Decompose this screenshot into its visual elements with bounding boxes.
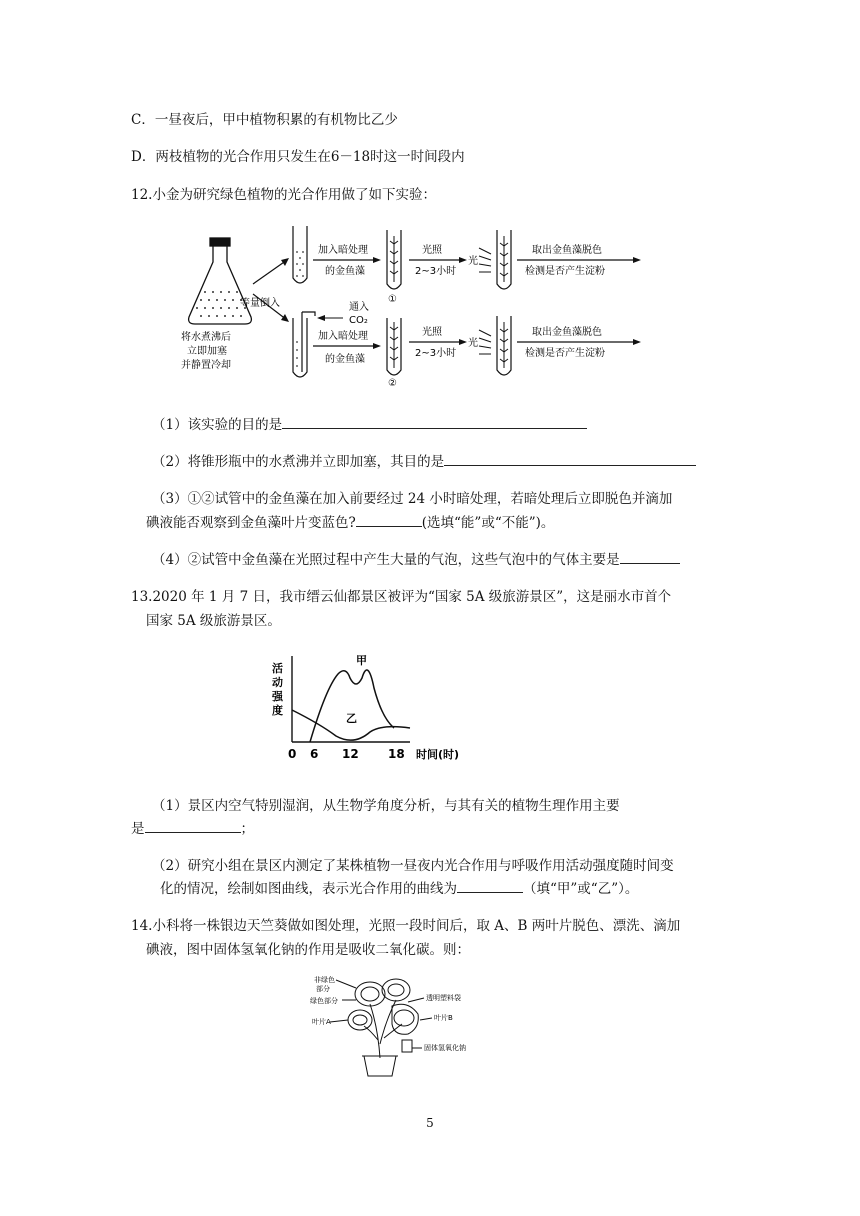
tick-6: 6: [310, 747, 319, 761]
light-1b: 2~3小时: [415, 266, 457, 277]
q12-part-3b: [146, 511, 554, 531]
q13-part-1a: （1）景区内空气特别湿润，从生物学角度分析，与其有关的植物生理作用主要: [152, 798, 620, 814]
conical-flask: [189, 238, 252, 324]
curve-jia: [310, 670, 394, 742]
q12-part-1-text: （1）该实验的目的是: [152, 417, 283, 433]
q13-part-2b-text: 化的情况，绘制如图曲线，表示光合作用的曲线为: [160, 881, 457, 897]
label-leaf-b: 叶片B: [434, 1014, 453, 1022]
q13-part-2a: （2）研究小组在景区内测定了某株植物一昼夜内光合作用与呼吸作用活动强度随时间变: [152, 858, 674, 874]
dark-treat-2b: 的金鱼藻: [325, 354, 365, 365]
dark-treat-1b: 的金鱼藻: [325, 266, 365, 277]
tick-0: 0: [288, 747, 297, 761]
flask-caption-2: 立即加塞: [187, 346, 227, 357]
test-tube-bottom: [293, 312, 315, 377]
label-bag: 透明塑料袋: [426, 994, 461, 1002]
q12-part-3a: （3）①②试管中的金鱼藻在加入前要经过 24 小时暗处理，若暗处理后立即脱色并滴加: [152, 491, 673, 507]
tube-1-label: ①: [388, 294, 397, 305]
question-14-a: 14.小科将一株银边天竺葵做如图处理，光照一段时间后，取 A、B 两叶片脱色、漂洗、滴加: [131, 918, 681, 934]
tube-2-label: ②: [388, 378, 397, 389]
q13-part-1b-tail: ；: [240, 821, 254, 837]
co2-a: 通入: [349, 302, 369, 313]
dark-treat-1a: 加入暗处理: [318, 245, 368, 256]
flask-caption-3: 并静置冷却: [181, 360, 231, 371]
label-nongreen-2: 部分: [316, 985, 330, 993]
light-word-1: 光: [468, 256, 478, 267]
q12-part-1-blank[interactable]: [282, 414, 587, 429]
q13-part-1b-text: 是: [131, 821, 145, 837]
option-d: D．两枝植物的光合作用只发生在6－18时这一时间段内: [131, 149, 465, 165]
co2-b: CO₂: [349, 315, 368, 326]
y-label-4: 度: [272, 704, 283, 717]
light-1a: 光照: [422, 245, 442, 256]
x-label: 时间(时): [416, 748, 460, 761]
q12-part-3-blank[interactable]: [356, 512, 422, 527]
plant-diagram: [308, 968, 478, 1078]
light-2b: 2~3小时: [415, 348, 457, 359]
q12-part-4-blank[interactable]: [620, 549, 680, 564]
y-label-2: 动: [272, 676, 283, 689]
label-naoh: 固体氢氧化钠: [424, 1044, 466, 1052]
q13-part-1-blank[interactable]: [145, 818, 241, 833]
question-12: 12.小金为研究绿色植物的光合作用做了如下实验：: [131, 187, 436, 203]
flask-caption-1: 将水煮沸后: [181, 332, 231, 343]
q13-part-2b-tail: （填“甲”或“乙”）。: [523, 881, 639, 897]
q12-part-3b-text: 碘液能否观察到金鱼藻叶片变蓝色?: [146, 515, 356, 531]
label-leaf-a: 叶片A: [312, 1018, 331, 1026]
q12-part-4: [152, 548, 680, 568]
y-label-3: 强: [272, 690, 283, 703]
q12-part-3b-tail: (选填“能”或“不能”)。: [421, 515, 555, 531]
light-2a: 光照: [422, 327, 442, 338]
activity-curve-graph: [270, 648, 470, 766]
q12-part-4-text: （4）②试管中金鱼藻在光照过程中产生大量的气泡，这些气泡中的气体主要是: [152, 552, 620, 568]
dark-treat-2a: 加入暗处理: [318, 331, 368, 342]
q13-part-2b: [160, 877, 638, 897]
experiment-diagram: [175, 222, 655, 389]
pour-label: 等量倒入: [240, 298, 280, 309]
label-nongreen-1: 非绿色: [314, 976, 335, 984]
q13-part-2-blank[interactable]: [457, 878, 523, 893]
tick-12: 12: [342, 747, 359, 761]
y-label-1: 活: [272, 662, 283, 675]
question-13-a: 13.2020 年 1 月 7 日，我市缙云仙都景区被评为“国家 5A 级旅游景区”，这是丽水市首个: [131, 589, 672, 605]
q12-part-2-blank[interactable]: [444, 451, 696, 466]
q12-part-2: [152, 450, 696, 470]
q13-part-1b: [131, 817, 254, 837]
tick-18: 18: [388, 747, 405, 761]
result-1a: 取出金鱼藻脱色: [532, 245, 602, 256]
light-word-2: 光: [468, 338, 478, 349]
page-number: 5: [426, 1116, 434, 1130]
question-13-b: 国家 5A 级旅游景区。: [146, 613, 281, 629]
option-c: C．一昼夜后，甲中植物积累的有机物比乙少: [131, 112, 398, 128]
series-yi-label: 乙: [346, 712, 357, 725]
question-14-b: 碘液，图中固体氢氧化钠的作用是吸收二氧化碳。则：: [146, 942, 470, 958]
q12-part-1: [152, 413, 587, 433]
series-jia-label: 甲: [356, 654, 367, 667]
test-tube-top: [293, 226, 307, 283]
label-green: 绿色部分: [310, 997, 338, 1005]
q12-part-2-text: （2）将锥形瓶中的水煮沸并立即加塞，其目的是: [152, 454, 445, 470]
result-2a: 取出金鱼藻脱色: [532, 327, 602, 338]
result-2b: 检测是否产生淀粉: [525, 348, 605, 359]
result-1b: 检测是否产生淀粉: [525, 266, 605, 277]
